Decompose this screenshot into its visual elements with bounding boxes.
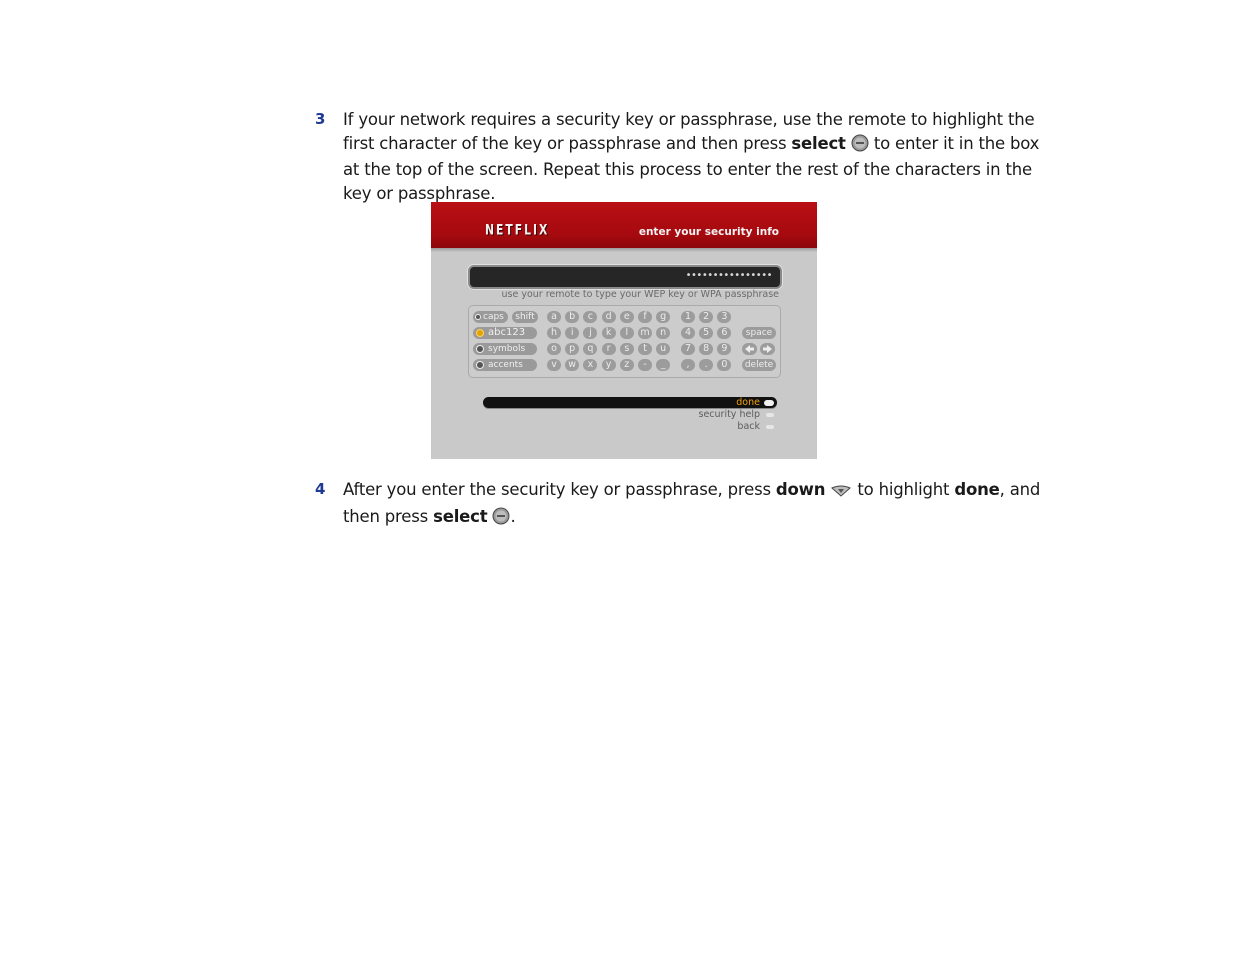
key[interactable]: q: [583, 343, 597, 355]
key[interactable]: ,: [681, 359, 695, 371]
mode-symbols[interactable]: [473, 343, 537, 355]
accents-radio-icon: [476, 361, 484, 369]
step-4-text-part: .: [510, 506, 516, 526]
back-option[interactable]: back: [737, 421, 760, 432]
key[interactable]: n: [656, 327, 670, 339]
select-button-icon: [851, 134, 869, 159]
key[interactable]: .: [699, 359, 713, 371]
key[interactable]: m: [638, 327, 652, 339]
key[interactable]: z: [620, 359, 634, 371]
key[interactable]: c: [583, 311, 597, 323]
key[interactable]: 2: [699, 311, 713, 323]
key[interactable]: k: [602, 327, 616, 339]
security-help-indicator-icon: [766, 413, 774, 417]
space-key[interactable]: space: [742, 327, 776, 339]
netflix-security-screen: [431, 202, 817, 459]
shift-toggle[interactable]: [512, 311, 538, 323]
abc123-label: abc123: [488, 327, 526, 338]
key[interactable]: a: [547, 311, 561, 323]
step-4-text-part: to highlight: [857, 480, 955, 499]
screen-title: enter your security info: [638, 226, 779, 238]
abc123-radio-icon: [476, 329, 484, 337]
step-4-text-part: , and then press: [343, 480, 1041, 526]
key[interactable]: d: [602, 311, 616, 323]
select-keyword: select: [791, 133, 846, 153]
down-keyword: down: [775, 480, 826, 499]
mode-abc123[interactable]: [473, 327, 537, 339]
key[interactable]: f: [638, 311, 652, 323]
key[interactable]: r: [602, 343, 616, 355]
passphrase-mask: ••••••••••••••••: [685, 270, 772, 281]
symbols-label: symbols: [488, 344, 526, 354]
step-4-text-part: After you enter the security key or passphrase, press: [343, 480, 776, 499]
key[interactable]: 7: [681, 343, 695, 355]
step-number: 3: [315, 110, 326, 128]
key[interactable]: 5: [699, 327, 713, 339]
select-keyword: select: [433, 506, 488, 526]
security-help-option[interactable]: security help: [698, 409, 760, 420]
step-3-text-part: to enter it in the box at the top of the screen. Repeat this process to enter the rest of the characters in the key or passphrase.: [343, 133, 1040, 203]
key[interactable]: 9: [717, 343, 731, 355]
shift-label: shift: [515, 312, 535, 322]
key[interactable]: 8: [699, 343, 713, 355]
symbols-radio-icon: [476, 345, 484, 353]
key[interactable]: j: [583, 327, 597, 339]
key[interactable]: 6: [717, 327, 731, 339]
accents-label: accents: [488, 360, 523, 370]
input-hint: use your remote to type your WEP key or WPA passphrase: [501, 289, 779, 300]
step-number: 4: [315, 480, 326, 498]
done-indicator-icon: [764, 400, 774, 406]
key[interactable]: h: [547, 327, 561, 339]
key[interactable]: p: [565, 343, 579, 355]
key[interactable]: l: [620, 327, 634, 339]
key[interactable]: 0: [717, 359, 731, 371]
arrow-right-icon: [760, 343, 775, 355]
key[interactable]: 3: [717, 311, 731, 323]
arrow-left-key[interactable]: [742, 343, 757, 355]
select-button-icon: [492, 507, 510, 532]
caps-label: caps: [483, 312, 504, 322]
key[interactable]: s: [620, 343, 634, 355]
arrow-right-key[interactable]: [760, 343, 775, 355]
screen-header: [431, 202, 817, 248]
delete-key[interactable]: delete: [742, 359, 776, 371]
netflix-logo: NETFLIX: [485, 221, 550, 239]
key[interactable]: b: [565, 311, 579, 323]
key[interactable]: o: [547, 343, 561, 355]
mode-accents[interactable]: [473, 359, 537, 371]
back-indicator-icon: [766, 425, 774, 429]
key[interactable]: -: [638, 359, 652, 371]
done-keyword: done: [954, 480, 1000, 499]
key[interactable]: 4: [681, 327, 695, 339]
done-option[interactable]: done: [736, 397, 760, 408]
step-3-text-part: If your network requires a security key or passphrase, use the remote to highlight the first character of the key or passphrase and then press: [343, 110, 1035, 153]
key[interactable]: e: [620, 311, 634, 323]
key[interactable]: t: [638, 343, 652, 355]
caps-toggle[interactable]: [473, 311, 508, 323]
key[interactable]: y: [602, 359, 616, 371]
arrow-left-icon: [742, 343, 757, 355]
key[interactable]: i: [565, 327, 579, 339]
key[interactable]: v: [547, 359, 561, 371]
step-text: [343, 478, 1053, 531]
done-highlight-bar[interactable]: [483, 397, 777, 408]
key[interactable]: 1: [681, 311, 695, 323]
on-screen-keyboard: [468, 305, 781, 378]
key[interactable]: w: [565, 359, 579, 371]
key[interactable]: x: [583, 359, 597, 371]
key[interactable]: g: [656, 311, 670, 323]
key[interactable]: _: [656, 359, 670, 371]
caps-radio-icon: [475, 314, 481, 320]
down-arrow-button-icon: [830, 481, 852, 505]
key[interactable]: u: [656, 343, 670, 355]
passphrase-input[interactable]: [468, 265, 782, 289]
step-text: [343, 108, 1053, 205]
